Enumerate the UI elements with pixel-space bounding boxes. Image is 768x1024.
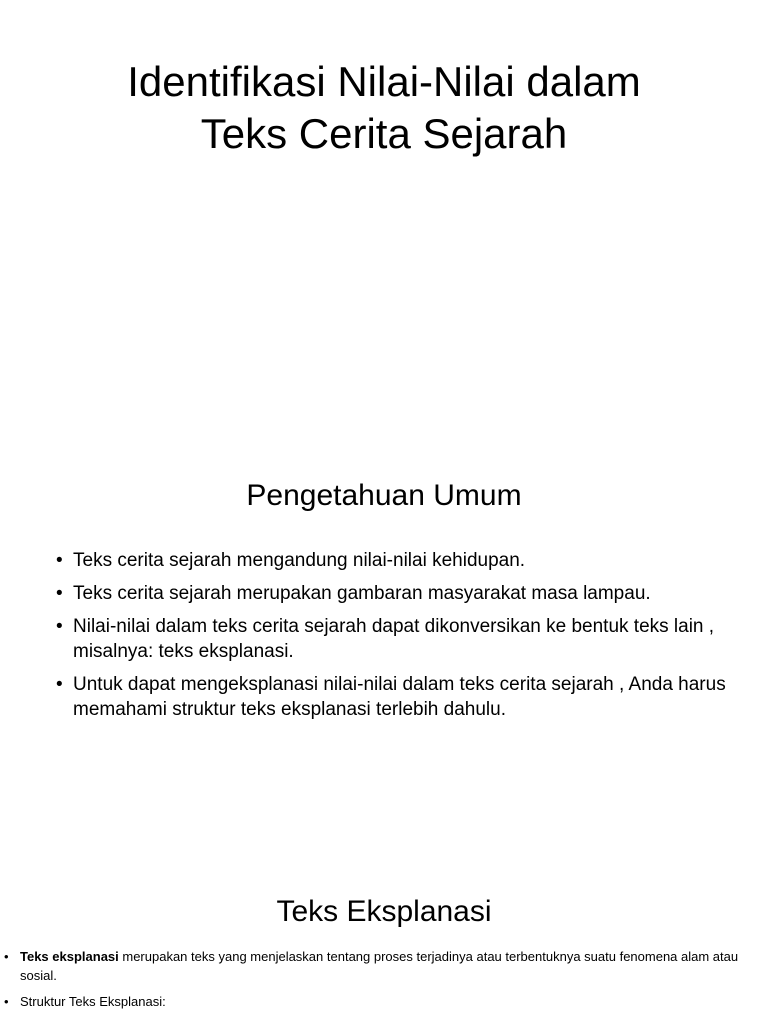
bullet-icon: • bbox=[56, 583, 63, 604]
bullet-icon: • bbox=[4, 949, 9, 964]
list-item bbox=[4, 992, 764, 1011]
section-title-pengetahuan-umum: Pengetahuan Umum bbox=[246, 479, 522, 512]
list-item bbox=[56, 581, 736, 606]
bullet-icon: • bbox=[4, 994, 9, 1009]
list-item-text: Untuk dapat mengeksplanasi nilai-nilai dalam teks cerita sejarah , Anda harus memahami struktur teks eksplanasi terlebih dahulu. bbox=[73, 674, 726, 720]
bullet-icon: • bbox=[56, 616, 63, 637]
term-definition: merupakan teks yang menjelaskan tentang proses terjadinya atau terbentuknya suatu fenomena alam atau sosial. bbox=[20, 949, 739, 983]
term-bold: Teks eksplanasi bbox=[20, 949, 119, 964]
list-item bbox=[56, 672, 736, 722]
bullet-icon: • bbox=[56, 674, 63, 695]
bullet-list-teks-eksplanasi bbox=[4, 947, 764, 1018]
list-item-text: Struktur Teks Eksplanasi: bbox=[20, 994, 166, 1009]
page-title bbox=[0, 56, 768, 160]
bullet-list-pengetahuan-umum bbox=[56, 548, 736, 730]
list-item bbox=[56, 614, 736, 664]
section-title-teks-eksplanasi: Teks Eksplanasi bbox=[276, 895, 492, 928]
list-item bbox=[4, 947, 764, 985]
list-item-text: Teks cerita sejarah mengandung nilai-nilai kehidupan. bbox=[73, 550, 526, 571]
page-title-line-2: Teks Cerita Sejarah bbox=[200, 110, 568, 157]
bullet-icon: • bbox=[56, 550, 63, 571]
list-item bbox=[56, 548, 736, 573]
list-item-text: Nilai-nilai dalam teks cerita sejarah dapat dikonversikan ke bentuk teks lain , misalnya: teks eksplanasi. bbox=[73, 616, 715, 662]
page-title-line-1: Identifikasi Nilai-Nilai dalam bbox=[127, 58, 641, 105]
list-item-text: Teks cerita sejarah merupakan gambaran masyarakat masa lampau. bbox=[73, 583, 651, 604]
